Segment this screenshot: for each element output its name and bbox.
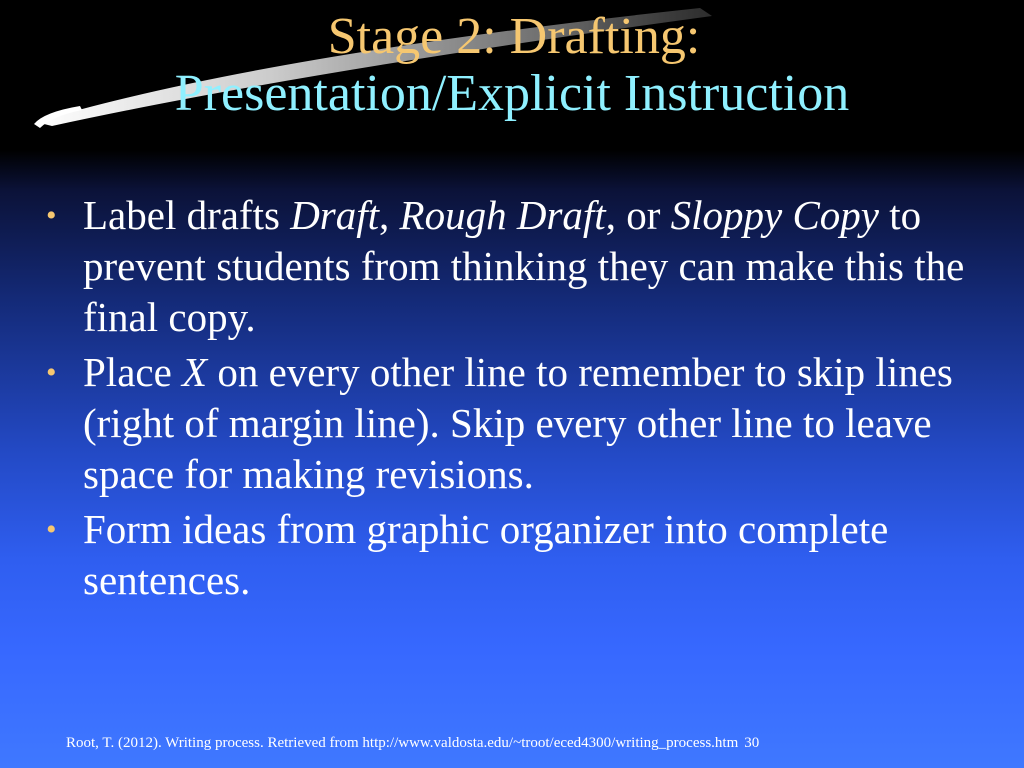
bullet-dot-icon: • — [46, 513, 57, 546]
bullet-emphasis-rough-draft: Rough Draft — [399, 192, 606, 238]
footer-citation: Root, T. (2012). Writing process. Retrieved from http://www.valdosta.edu/~troot/eced4300/writing_process.htm — [66, 735, 739, 751]
bullet-item-place-x — [44, 347, 994, 500]
bullet-list — [44, 190, 994, 610]
bullet-text: Place — [83, 349, 183, 395]
bullet-item-label-drafts — [44, 190, 994, 343]
bullet-dot-icon: • — [46, 199, 57, 232]
footer — [66, 735, 759, 752]
bullet-item-form-ideas — [44, 504, 994, 606]
title-line-1: Stage 2: Drafting: — [327, 8, 701, 65]
bullet-text: Label drafts — [83, 192, 291, 238]
bullet-dot-icon: • — [46, 356, 57, 389]
bullet-text: , or — [605, 192, 671, 238]
slide-title — [0, 8, 1024, 122]
title-line-2: Presentation/Explicit Instruction — [174, 65, 850, 123]
bullet-text: to prevent students from thinking they can make this the final copy. — [83, 192, 965, 340]
bullet-text: Form ideas from graphic organizer into complete sentences. — [83, 506, 889, 603]
bullet-emphasis-sloppy-copy: Sloppy Copy — [670, 192, 879, 238]
bullet-text: , — [379, 192, 400, 238]
bullet-emphasis-draft: Draft — [290, 192, 380, 238]
slide-number: 30 — [744, 735, 760, 751]
bullet-emphasis-x: X — [182, 349, 208, 395]
bullet-text: on every other line to remember to skip lines (right of margin line). Skip every other line to leave space for making revisions. — [83, 349, 953, 497]
